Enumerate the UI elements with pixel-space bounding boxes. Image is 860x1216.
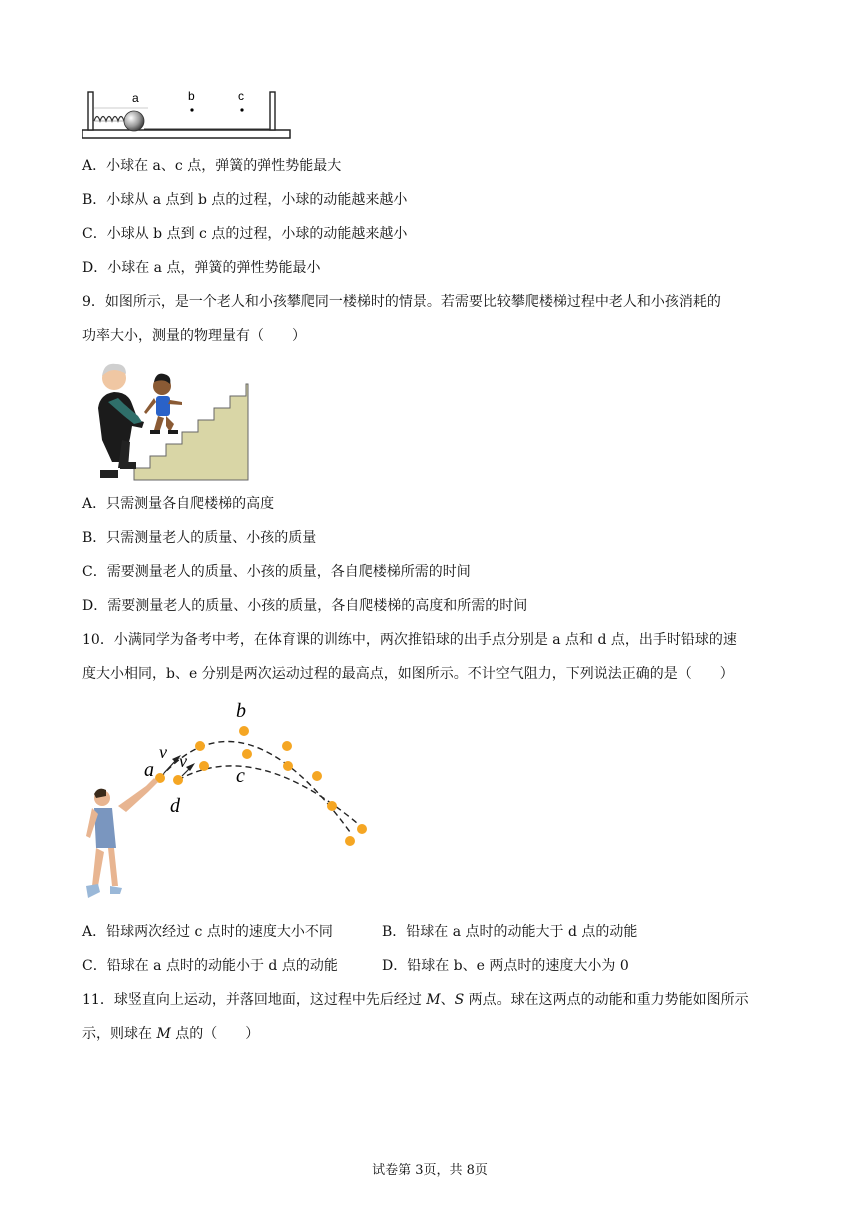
athlete-figure	[86, 778, 158, 898]
spring-ball-figure	[82, 88, 294, 144]
q8-option-a: A．小球在 a、c 点，弹簧的弹性势能最大	[82, 158, 342, 174]
child-figure	[144, 374, 182, 434]
point-c-label: c	[238, 89, 244, 103]
q9-stem-line1: 9．如图所示，是一个老人和小孩攀爬同一楼梯时的情景。若需要比较攀爬楼梯过程中老人和小孩消耗的	[82, 294, 721, 310]
label-d: d	[170, 795, 180, 817]
label-c: c	[236, 765, 245, 787]
q9-option-d: D．需要测量老人的质量、小孩的质量，各自爬楼梯的高度和所需的时间	[82, 598, 528, 614]
label-b: b	[236, 700, 246, 722]
old-man-figure	[98, 364, 144, 478]
q10-option-a: A．铅球两次经过 c 点时的速度大小不同	[82, 924, 333, 940]
q9-option-a: A．只需测量各自爬楼梯的高度	[82, 496, 275, 512]
page-footer: 试卷第 3页，共 8页	[372, 1163, 488, 1178]
q10-option-c: C．铅球在 a 点时的动能小于 d 点的动能	[82, 958, 338, 974]
q9-stem-line2: 功率大小，测量的物理量有（ ）	[82, 328, 306, 344]
q9-option-c: C．需要测量老人的质量、小孩的质量，各自爬楼梯所需的时间	[82, 564, 471, 580]
ball	[124, 111, 144, 131]
q11-stem-line2: 示，则球在 M 点的（ ）	[82, 1026, 260, 1042]
q8-option-d: D．小球在 a 点，弹簧的弹性势能最小	[82, 260, 321, 276]
trajectory-upper	[160, 741, 350, 832]
label-v-upper: v	[159, 742, 167, 762]
q8-option-c: C．小球从 b 点到 c 点的过程，小球的动能越来越小	[82, 226, 408, 242]
point-b	[190, 108, 193, 111]
q10-stem-line2: 度大小相同，b、e 分别是两次运动过程的最高点，如图所示。不计空气阻力，下列说法正确的是（ ）	[82, 666, 734, 682]
point-a-label: a	[132, 91, 139, 105]
shot-put-figure	[82, 696, 382, 904]
label-a: a	[144, 759, 154, 781]
trajectory-lower	[178, 766, 364, 829]
label-v-lower: v	[179, 751, 187, 771]
q10-option-d: D．铅球在 b、e 两点时的速度大小为 0	[382, 958, 629, 974]
point-b-label: b	[188, 89, 195, 103]
point-c	[240, 108, 243, 111]
q11-stem-line1: 11．球竖直向上运动，并落回地面，这过程中先后经过 M、S 两点。球在这两点的动能和重力势能如图所示	[82, 992, 749, 1008]
q10-stem-line1: 10．小满同学为备考中考，在体育课的训练中，两次推铅球的出手点分别是 a 点和 d 点，出手时铅球的速	[82, 632, 737, 648]
q10-option-b: B．铅球在 a 点时的动能大于 d 点的动能	[382, 924, 638, 940]
q8-option-b: B．小球从 a 点到 b 点的过程，小球的动能越来越小	[82, 192, 408, 208]
trajectory-points	[155, 726, 367, 846]
q9-option-b: B．只需测量老人的质量、小孩的质量	[82, 530, 317, 546]
stairs-figure	[94, 358, 250, 482]
